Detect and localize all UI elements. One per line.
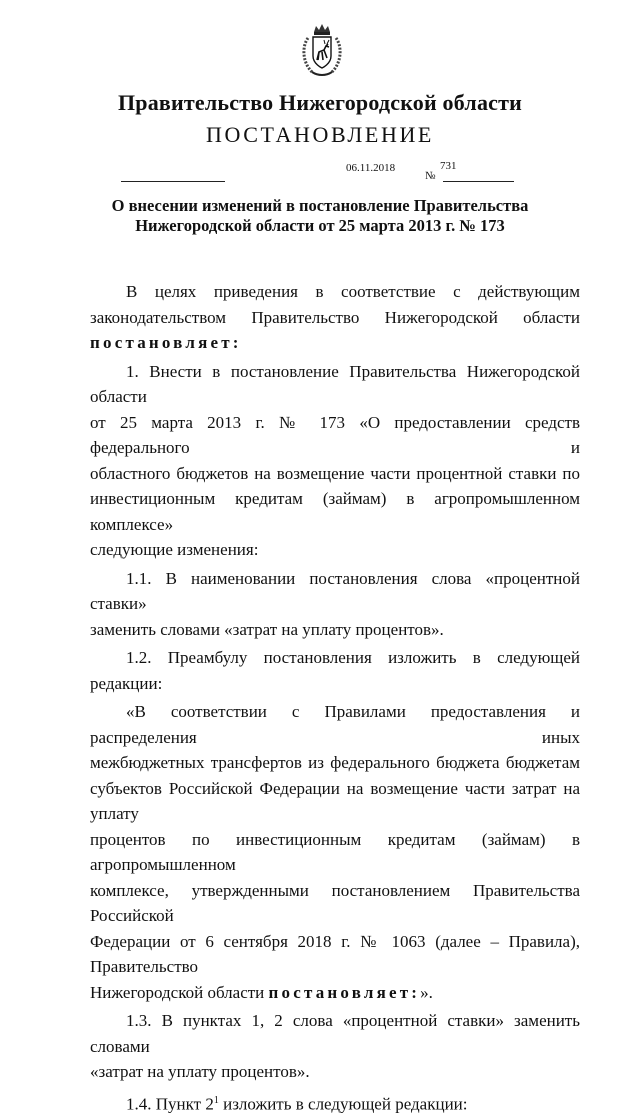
document-date: 06.11.2018 — [346, 162, 396, 174]
quote-line: межбюджетных трансфертов из федерального бюджета бюджетам — [90, 753, 580, 772]
item-1-1-line: 1.1. В наименовании постановления слова «процентной ставки» — [90, 568, 580, 613]
item-1-line: инвестиционным кредитам (займам) в агропромышленном комплексе» — [90, 489, 580, 534]
quote-text: Нижегородской области — [90, 982, 265, 1002]
document-number: 731 — [440, 160, 457, 172]
government-title: Правительство Нижегородской области — [117, 90, 522, 115]
quote-line: «В соответствии с Правилами предоставления и распределения иных — [90, 702, 580, 747]
quote-decrees-word: постановляет: — [268, 982, 421, 1002]
subject-line: О внесении изменений в постановление Правительства — [111, 196, 529, 215]
quote-line: процентов по инвестиционным кредитам (займам) в агропромышленном — [90, 829, 580, 874]
quote-line-last — [90, 980, 580, 1006]
item-1-4-superscript: 1 — [213, 1094, 219, 1106]
document-subject — [0, 196, 640, 236]
subject-line: Нижегородской области от 25 марта 2013 г. № 173 — [135, 216, 505, 235]
preamble-line: законодательством Правительство Нижегородской области — [90, 307, 580, 327]
number-label: № — [425, 170, 436, 182]
item-1-line: 1. Внести в постановление Правительства Нижегородской области — [90, 361, 580, 406]
document-body — [90, 279, 580, 1117]
quote-line: субъектов Российской Федерации на возмещение части затрат на уплату — [90, 778, 580, 823]
number-underline-right — [443, 181, 514, 182]
quote-end: ». — [420, 982, 433, 1002]
decrees-word: постановляет: — [90, 333, 242, 352]
item-1-line: от 25 марта 2013 г. № 173 «О предоставлении средств федерального и — [90, 412, 580, 457]
item-1-line: областного бюджетов на возмещение части процентной ставки по — [90, 463, 580, 483]
item-1-line: следующие изменения: — [90, 540, 259, 559]
item-1-4-text-end: изложить в следующей редакции: — [218, 1094, 468, 1114]
item-1-4-text: 1.4. Пункт 2 — [126, 1094, 214, 1114]
preamble-decrees — [90, 330, 580, 356]
item-1-2-line: 1.2. Преамбулу постановления изложить в следующей редакции: — [90, 648, 580, 693]
item-1-1-line: заменить словами «затрат на уплату процентов». — [90, 619, 444, 639]
quote-line: Федерации от 6 сентября 2018 г. № 1063 (далее – Правила), Правительство — [90, 931, 580, 976]
coat-of-arms-emblem — [298, 22, 346, 78]
document-type: ПОСТАНОВЛЕНИЕ — [206, 122, 434, 147]
item-1-4-line — [90, 1088, 580, 1117]
item-1-3-line: 1.3. В пунктах 1, 2 слова «процентной ставки» заменить словами — [90, 1011, 580, 1056]
quote-line: комплексе, утвержденными постановлением Правительства Российской — [90, 880, 580, 925]
item-1-3-line: «затрат на уплату процентов». — [90, 1062, 310, 1081]
preamble-line: В целях приведения в соответствие с действующим — [126, 282, 580, 301]
date-underline-left — [121, 181, 225, 182]
